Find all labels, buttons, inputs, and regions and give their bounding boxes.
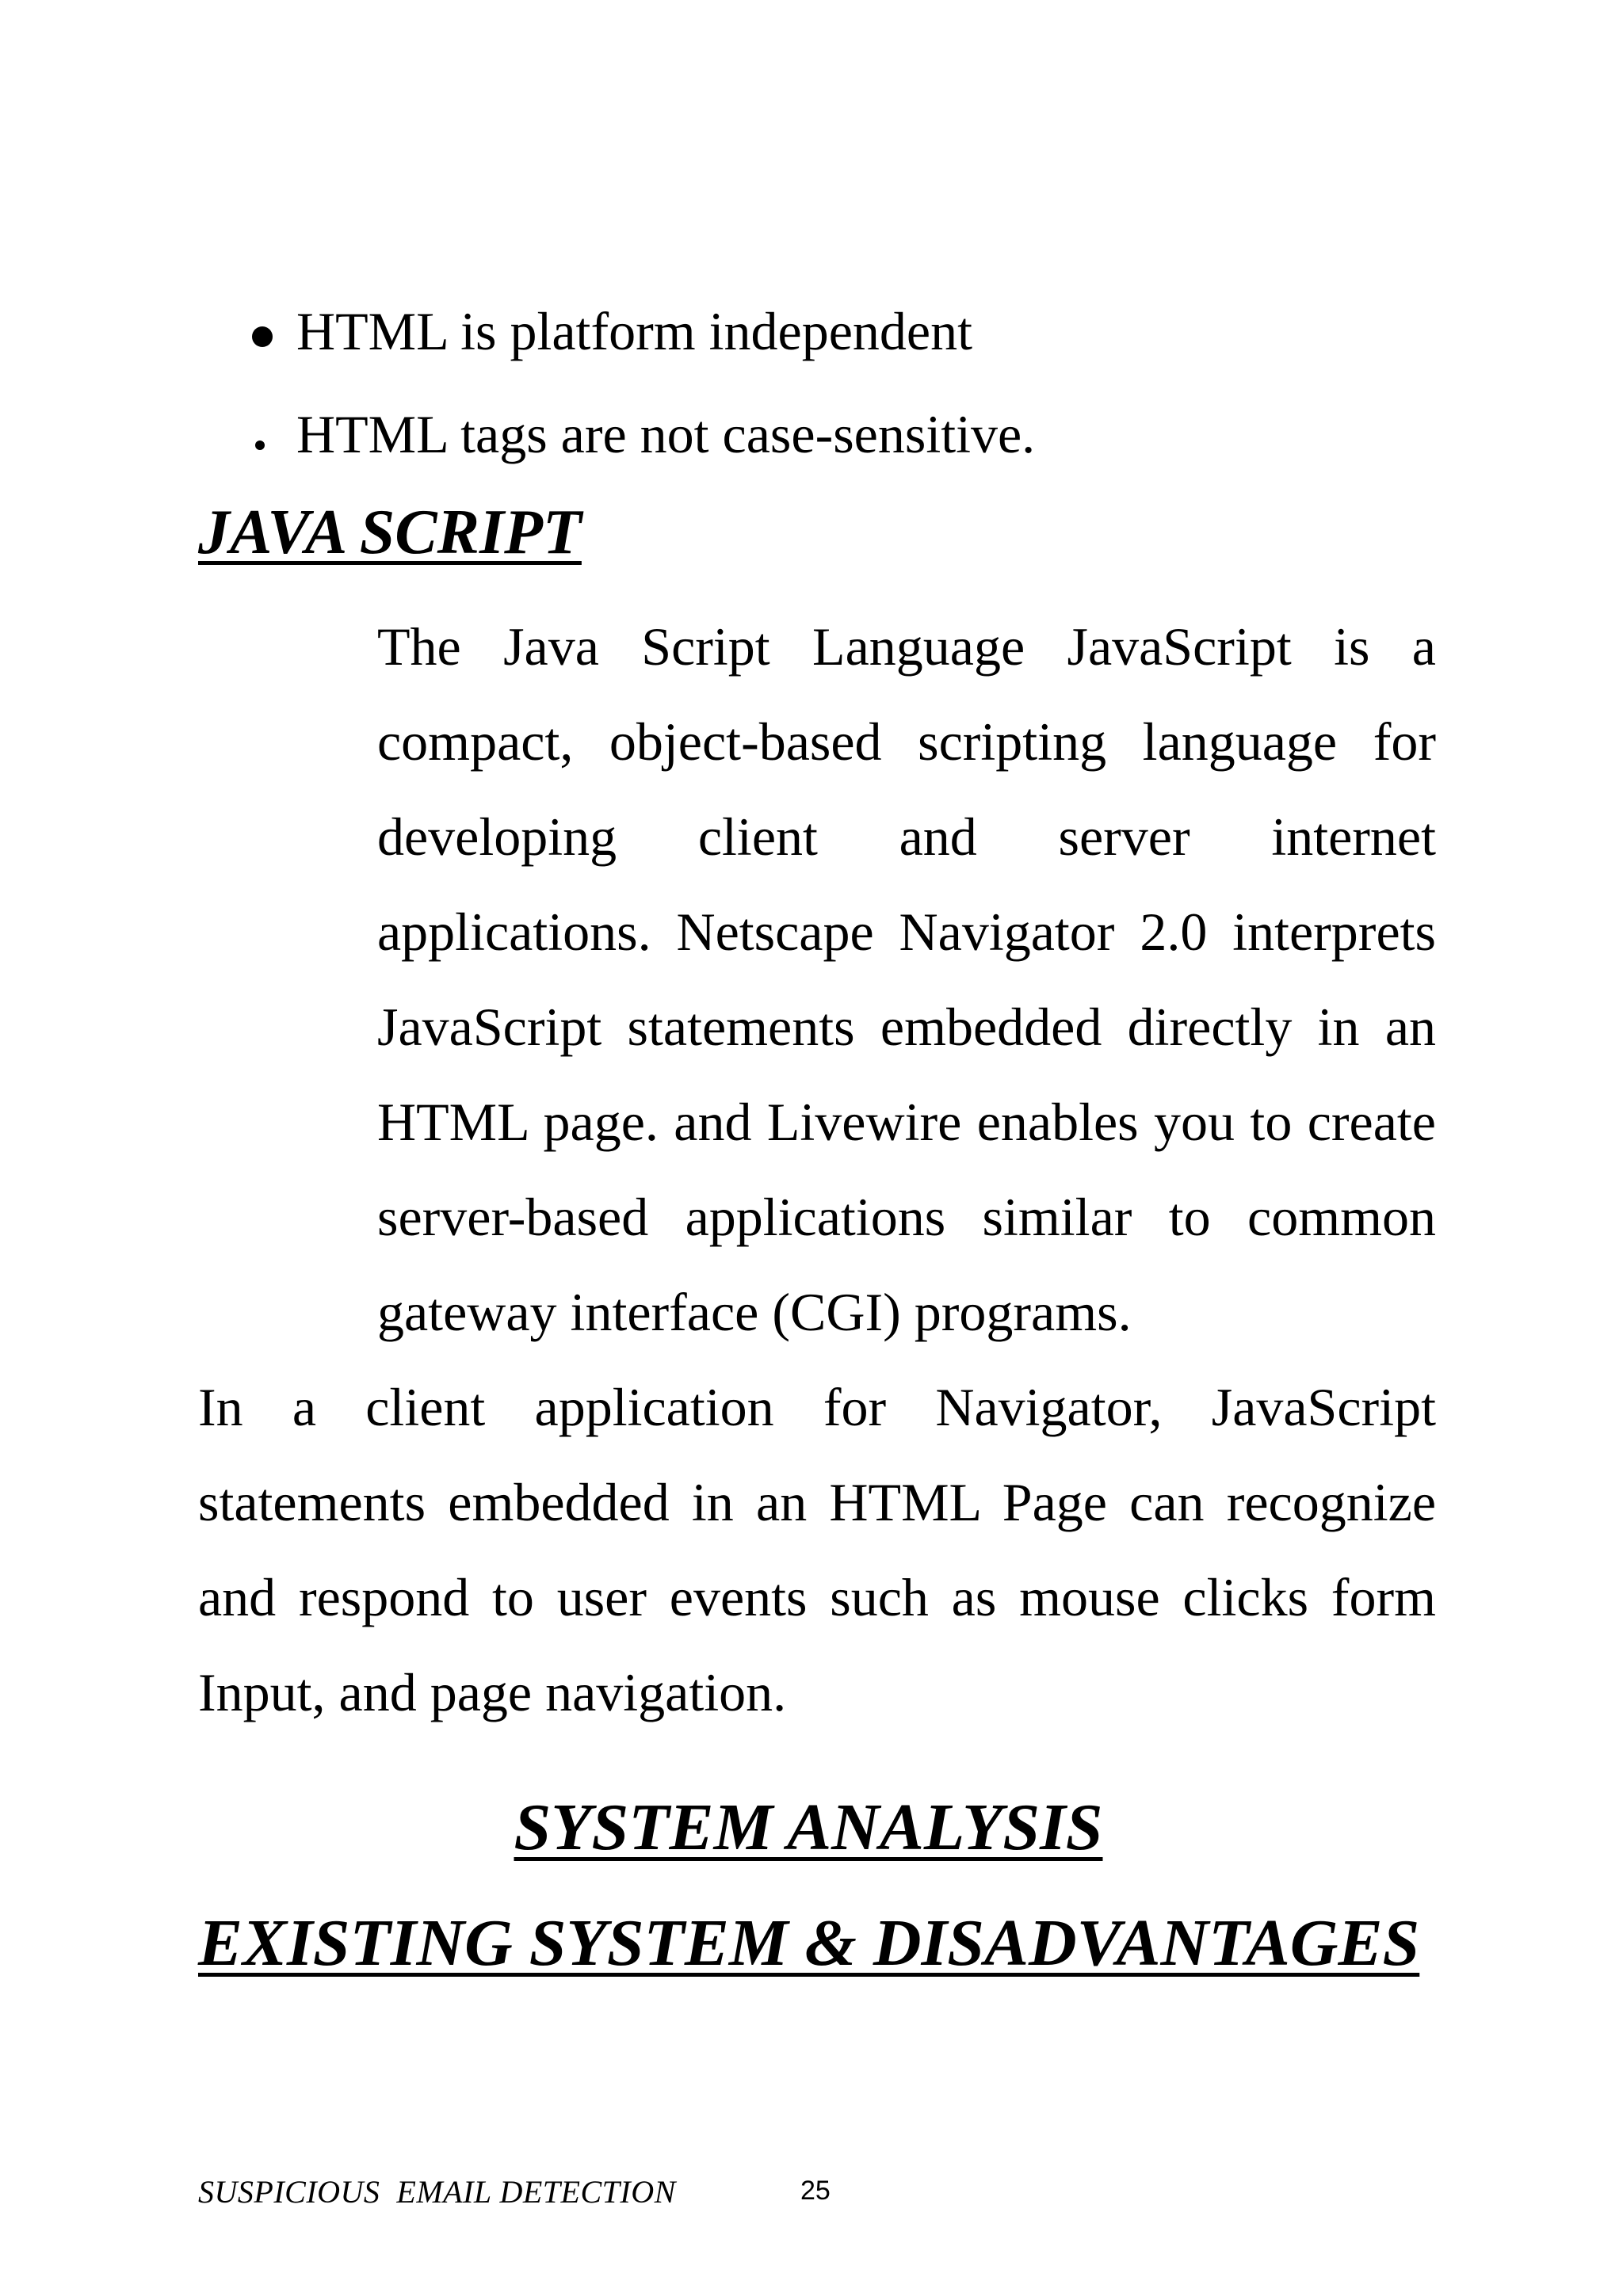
bullet-dot-icon: [255, 441, 265, 450]
footer-page-number: 25: [800, 2176, 831, 2206]
bullet-text: HTML tags are not case-sensitive.: [296, 404, 1036, 464]
client-application-paragraph: In a client application for Navigator, JavaScript statements embedded in an HTML Page can recognize and respond to user events such as mouse clicks form Input, and page navigation.: [198, 1377, 1436, 1722]
existing-system-heading: EXISTING SYSTEM & DISADVANTAGES: [198, 1906, 1420, 1980]
system-analysis-heading-text: SYSTEM ANALYSIS: [514, 1791, 1103, 1864]
footer-document-title: SUSPICIOUS EMAIL DETECTION: [198, 2174, 676, 2210]
feature-bullet-list: [238, 299, 1035, 505]
java-script-heading: JAVA SCRIPT: [198, 498, 582, 567]
java-script-paragraph: The Java Script Language JavaScript is a compact, object-based scripting language for developing client and server internet applications. Netscape Navigator 2.0 interprets JavaScript statements embedded directly in an HTML page. and Livewire enables you to create server-based applications similar to common gateway interface (CGI) programs.: [377, 616, 1436, 1342]
bullet-item: [238, 299, 1035, 363]
bullet-dot-icon: [252, 326, 273, 347]
bullet-text: HTML is platform independent: [296, 301, 972, 361]
bullet-item: [238, 402, 1035, 466]
system-analysis-heading: [0, 1784, 1623, 1871]
